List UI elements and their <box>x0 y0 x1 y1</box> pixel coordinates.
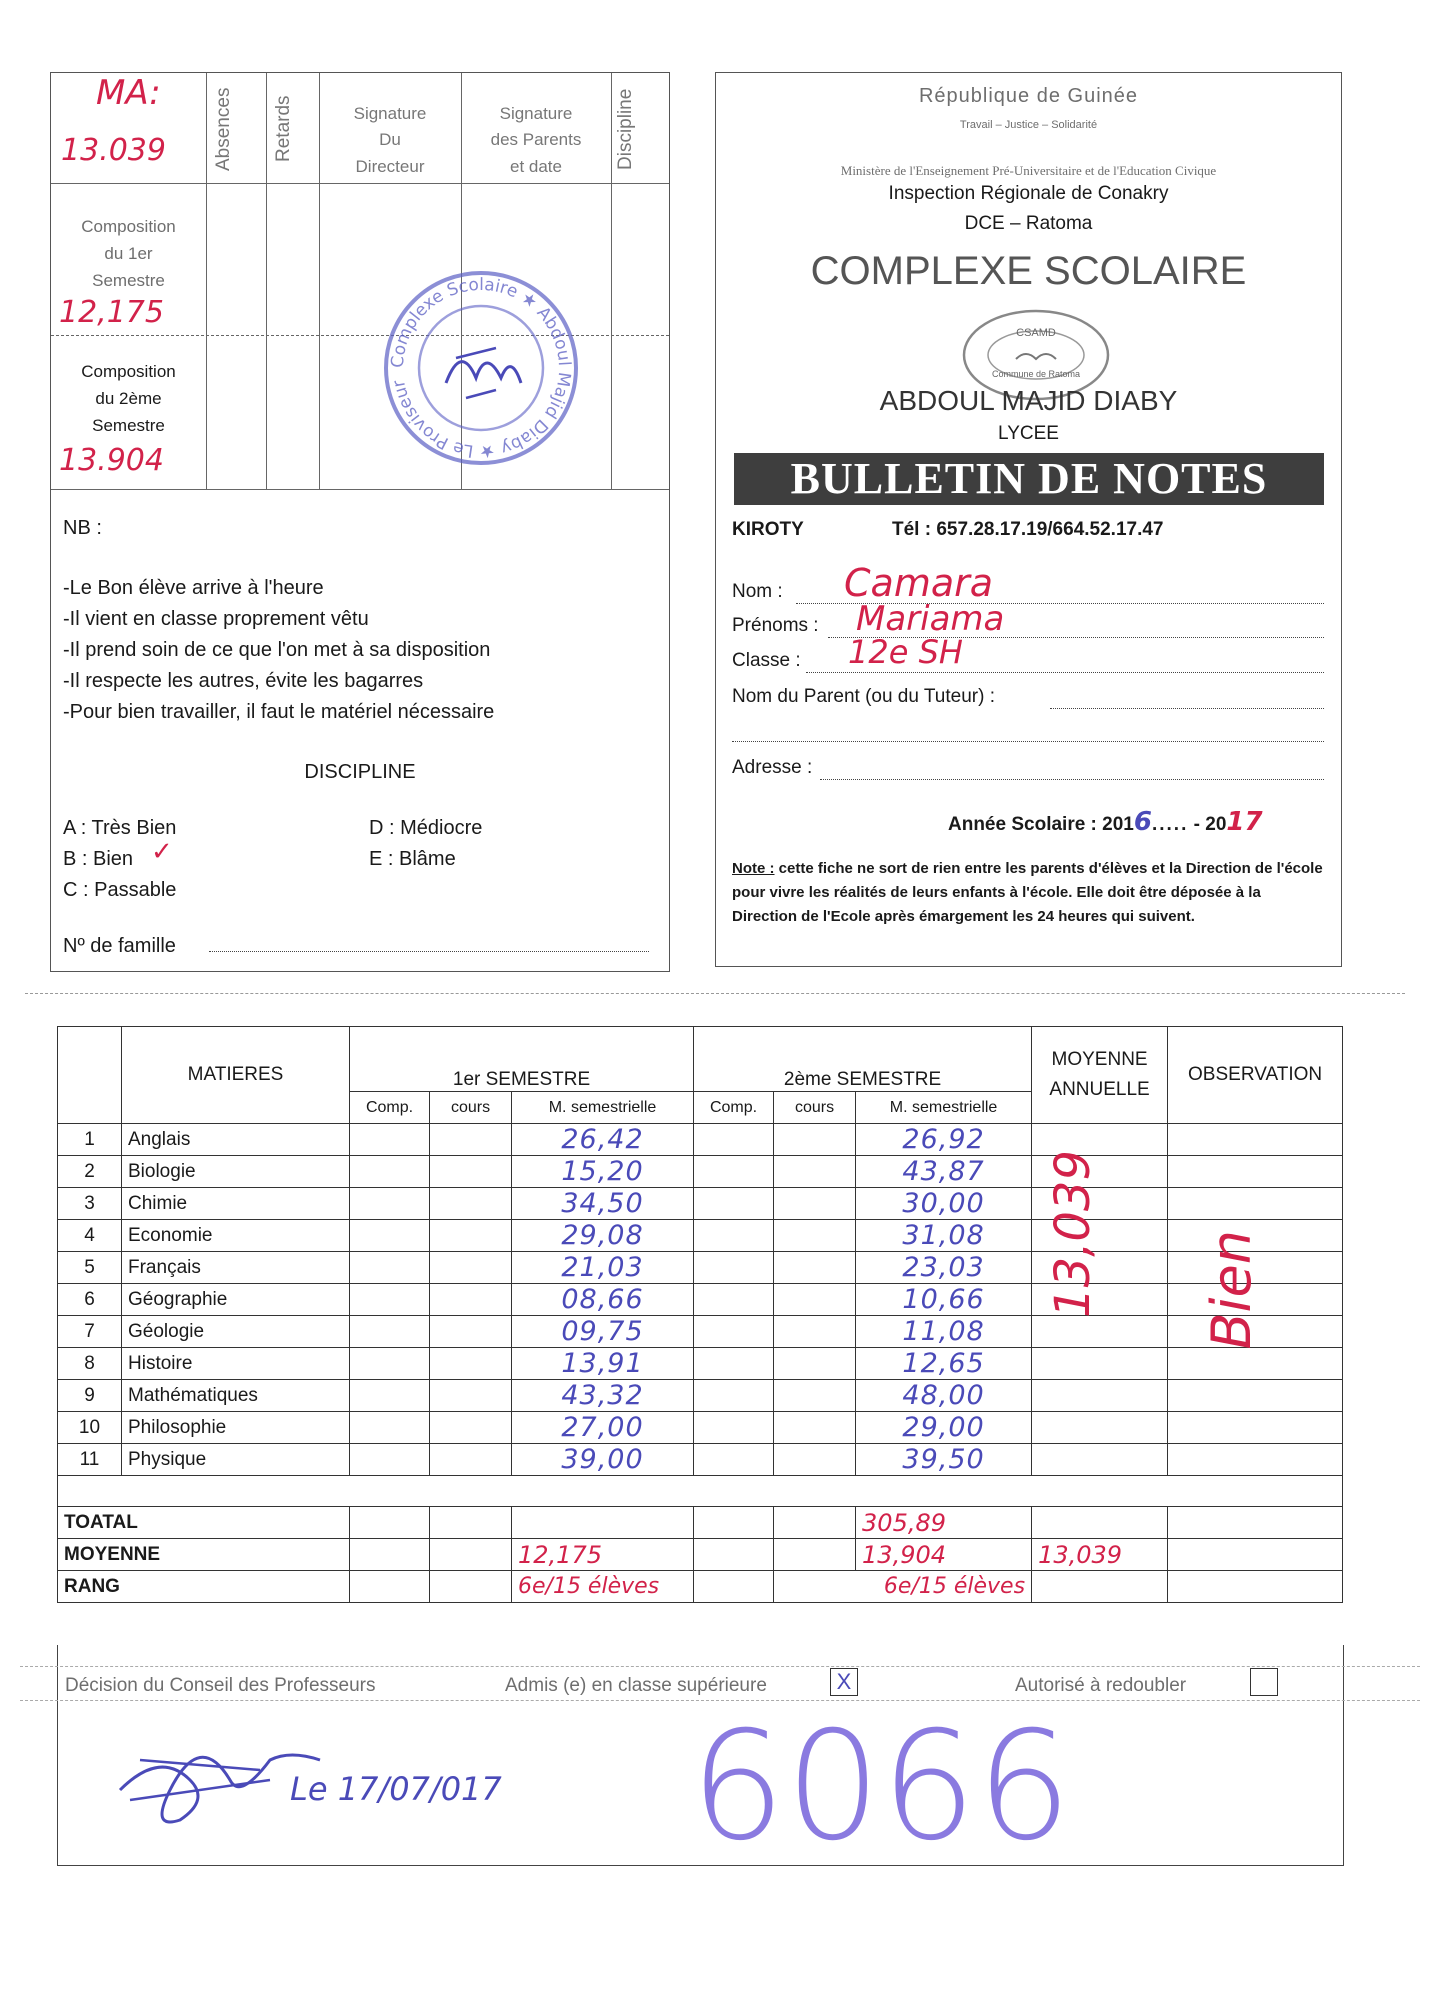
annual-cell <box>1032 1348 1168 1380</box>
header-sem2: 2ème SEMESTRE <box>694 1027 1032 1092</box>
table-row <box>58 1220 1343 1252</box>
comp-cell <box>350 1316 430 1348</box>
nb-rule: -Il respecte les autres, évite les bagarres <box>63 670 424 692</box>
ma-value: 13.039 <box>61 133 166 168</box>
cours-cell <box>430 1316 512 1348</box>
sem1-mark: 43,32 <box>512 1380 694 1412</box>
row-number: 11 <box>58 1444 122 1476</box>
label-line: du 2ème <box>95 389 162 409</box>
comp-cell <box>350 1348 430 1380</box>
rang-s1: 6e/15 élèves <box>512 1571 694 1603</box>
cell <box>1168 1507 1343 1539</box>
label-line: Semestre <box>92 416 165 436</box>
famille-label: Nº de famille <box>63 935 176 957</box>
sem1-mark: 39,00 <box>512 1444 694 1476</box>
header-line: Directeur <box>355 156 425 176</box>
republique: République de Guinée <box>918 85 1139 107</box>
cours-cell <box>774 1412 856 1444</box>
subject-name: Physique <box>122 1444 350 1476</box>
parent-label: Nom du Parent (ou du Tuteur) : <box>732 686 995 707</box>
row-number: 4 <box>58 1220 122 1252</box>
cell <box>1168 1571 1343 1603</box>
observation-cell <box>1168 1348 1343 1380</box>
header-line: Du <box>379 130 401 150</box>
row-number: 6 <box>58 1284 122 1316</box>
row-number: 2 <box>58 1156 122 1188</box>
comp-cell <box>694 1316 774 1348</box>
cell <box>512 1507 694 1539</box>
subject-name: Economie <box>122 1220 350 1252</box>
sem2-mark: 23,03 <box>856 1252 1032 1284</box>
label-line: Composition <box>81 217 176 236</box>
comp-cell <box>350 1156 430 1188</box>
cours-cell <box>774 1220 856 1252</box>
redoubler-label: Autorisé à redoubler <box>1015 1675 1187 1696</box>
discipline-title: DISCIPLINE <box>304 761 416 783</box>
cours-cell <box>774 1252 856 1284</box>
right-card <box>715 72 1342 967</box>
redoubler-checkbox[interactable] <box>1250 1668 1278 1696</box>
table-row <box>58 1156 1343 1188</box>
observation-cell <box>1168 1380 1343 1412</box>
adresse-dots <box>820 779 1324 780</box>
total-label: TOATAL <box>58 1507 350 1539</box>
table-row <box>58 1284 1343 1316</box>
sem2-mark: 26,92 <box>856 1124 1032 1156</box>
header-msem: M. semestrielle <box>512 1092 694 1124</box>
discipline-grade: C : Passable <box>63 879 177 901</box>
comp-cell <box>350 1284 430 1316</box>
bulletin-title: BULLETIN DE NOTES <box>790 454 1268 503</box>
subject-name: Français <box>122 1252 350 1284</box>
composition-1-value: 12,175 <box>59 295 164 330</box>
comp-cell <box>350 1188 430 1220</box>
table-row <box>58 1444 1343 1476</box>
cours-cell <box>774 1348 856 1380</box>
parent-dots <box>1050 708 1324 709</box>
nb-rule: -Il prend soin de ce que l'on met à sa disposition <box>63 639 491 661</box>
table-row <box>58 1380 1343 1412</box>
header-cours: cours <box>430 1092 512 1124</box>
cell <box>350 1507 430 1539</box>
sem1-mark: 34,50 <box>512 1188 694 1220</box>
sem2-mark: 11,08 <box>856 1316 1032 1348</box>
composition-1-label <box>51 213 206 295</box>
table-row <box>58 1188 1343 1220</box>
row-number: 5 <box>58 1252 122 1284</box>
classe-value: 12e SH <box>848 633 963 671</box>
moyenne-row <box>58 1539 1343 1571</box>
sem2-mark: 39,50 <box>856 1444 1032 1476</box>
signature-date: Le 17/07/017 <box>290 1770 502 1808</box>
annual-cell <box>1032 1316 1168 1348</box>
moyenne-annuelle: 13,039 <box>1032 1539 1168 1571</box>
grid-line <box>51 489 669 490</box>
ma-label: MA: <box>96 73 161 113</box>
observation-cell <box>1168 1444 1343 1476</box>
subject-rows <box>58 1124 1343 1476</box>
grid-line <box>611 73 612 489</box>
comp-cell <box>694 1380 774 1412</box>
table-row <box>58 1316 1343 1348</box>
logo-sub: Commune de Ratoma <box>991 369 1081 379</box>
annee-scolaire: Année Scolaire : 2016..... - 2017 <box>948 807 1263 837</box>
header-moyenne-annuelle: MOYENNE ANNUELLE <box>1032 1027 1168 1124</box>
row-number: 7 <box>58 1316 122 1348</box>
school-name: ABDOUL MAJID DIABY <box>879 385 1178 416</box>
total-row <box>58 1507 1343 1539</box>
table-row <box>58 1348 1343 1380</box>
adresse-label: Adresse : <box>732 757 813 778</box>
discipline-grade: A : Très Bien <box>63 817 177 839</box>
classe-label: Classe : <box>732 650 801 671</box>
cell <box>350 1539 430 1571</box>
header-comp: Comp. <box>350 1092 430 1124</box>
observation-vertical: Bien <box>1200 1230 1263 1350</box>
cell <box>694 1539 774 1571</box>
cell <box>1168 1539 1343 1571</box>
comp-cell <box>350 1380 430 1412</box>
cours-cell <box>774 1284 856 1316</box>
annee-label: Année Scolaire : 201 <box>948 814 1134 835</box>
observation-cell <box>1168 1156 1343 1188</box>
grid-line <box>206 73 207 489</box>
cell <box>430 1539 512 1571</box>
header-line: Signature <box>353 104 427 123</box>
stamp-text: Complexe Scolaire ★ Abdoul Majid Diaby ★ Le Proviseur <box>387 274 575 462</box>
header-absences: Absences <box>213 87 234 171</box>
cours-cell <box>430 1220 512 1252</box>
sem1-mark: 08,66 <box>512 1284 694 1316</box>
sem1-mark: 15,20 <box>512 1156 694 1188</box>
table-row <box>58 1124 1343 1156</box>
cell <box>350 1571 430 1603</box>
discipline-grade: D : Médiocre <box>369 817 483 839</box>
sem2-mark: 31,08 <box>856 1220 1032 1252</box>
comp-cell <box>694 1156 774 1188</box>
header-discipline: Discipline <box>615 88 636 170</box>
lycee: LYCEE <box>998 423 1059 444</box>
comp-cell <box>350 1412 430 1444</box>
row-number: 9 <box>58 1380 122 1412</box>
header-signature-parents <box>463 101 609 180</box>
header-msem: M. semestrielle <box>856 1092 1032 1124</box>
comp-cell <box>694 1348 774 1380</box>
total-s2: 305,89 <box>856 1507 1032 1539</box>
moyenne-label: MOYENNE <box>58 1539 350 1571</box>
composition-2-label <box>51 358 206 440</box>
cours-cell <box>774 1188 856 1220</box>
comp-cell <box>350 1220 430 1252</box>
left-card <box>50 72 670 972</box>
cell <box>1032 1571 1168 1603</box>
composition-2-value: 13.904 <box>59 443 164 478</box>
parent-dots-2 <box>732 741 1324 742</box>
comp-cell <box>350 1252 430 1284</box>
comp-cell <box>694 1412 774 1444</box>
header-observation: OBSERVATION <box>1168 1027 1343 1124</box>
ministere: Ministère de l'Enseignement Pré-Universitaire et de l'Education Civique <box>840 163 1217 178</box>
spacer-cell <box>58 1476 1343 1507</box>
cours-cell <box>774 1156 856 1188</box>
sem1-mark: 09,75 <box>512 1316 694 1348</box>
note-label: Note : <box>732 860 775 877</box>
table-row <box>58 1252 1343 1284</box>
annual-cell <box>1032 1380 1168 1412</box>
logo-text: CSAMD <box>1016 327 1056 339</box>
prenoms-label: Prénoms : <box>732 615 819 636</box>
observation-cell <box>1168 1188 1343 1220</box>
sem2-mark: 48,00 <box>856 1380 1032 1412</box>
nb-rules <box>63 573 494 728</box>
comp-cell <box>694 1284 774 1316</box>
annual-average-vertical: 13,039 <box>1045 1150 1101 1318</box>
sem2-mark: 10,66 <box>856 1284 1032 1316</box>
row-number: 10 <box>58 1412 122 1444</box>
table-row <box>58 1412 1343 1444</box>
comp-cell <box>694 1444 774 1476</box>
label-line: du 1er <box>104 244 153 264</box>
cours-cell <box>430 1412 512 1444</box>
header-sem1: 1er SEMESTRE <box>350 1027 694 1092</box>
header-line: des Parents <box>490 130 582 150</box>
grid-line <box>319 73 320 489</box>
admis-checkbox[interactable]: X <box>830 1668 858 1696</box>
spacer-row <box>58 1476 1343 1507</box>
devise: Travail – Justice – Solidarité <box>959 119 1098 131</box>
subject-name: Mathématiques <box>122 1380 350 1412</box>
cours-cell <box>774 1380 856 1412</box>
grid-line <box>266 73 267 489</box>
comp-cell <box>694 1188 774 1220</box>
famille-dots <box>209 951 649 952</box>
subject-name: Anglais <box>122 1124 350 1156</box>
kiroty: KIROTY <box>732 519 804 540</box>
header-line: et date <box>510 156 562 176</box>
dce: DCE – Ratoma <box>964 213 1093 234</box>
cell <box>1032 1507 1168 1539</box>
cours-cell <box>430 1156 512 1188</box>
label-line: Composition <box>81 362 176 381</box>
nom-label: Nom : <box>732 581 783 602</box>
sem1-mark: 29,08 <box>512 1220 694 1252</box>
cell <box>694 1571 774 1603</box>
cours-cell <box>774 1444 856 1476</box>
rang-s2: 6e/15 élèves <box>774 1571 1032 1603</box>
annee-sep: - 20 <box>1193 814 1227 835</box>
decision-label: Décision du Conseil des Professeurs <box>65 1675 376 1696</box>
row-number: 3 <box>58 1188 122 1220</box>
moyenne-s2: 13,904 <box>856 1539 1032 1571</box>
nb-rule: -Pour bien travailler, il faut le matériel nécessaire <box>63 701 495 723</box>
sem2-mark: 30,00 <box>856 1188 1032 1220</box>
sem1-mark: 13,91 <box>512 1348 694 1380</box>
sem1-mark: 26,42 <box>512 1124 694 1156</box>
sem2-mark: 43,87 <box>856 1156 1032 1188</box>
note-text: cette fiche ne sort de rien entre les parents d'élèves et la Direction de l'école pour vivre les réalités de leurs enfants à l'école. Elle doit être déposée à la Direction de l'Ecole après émargement les 24 heures qui suivent. <box>732 860 1323 925</box>
subject-name: Géologie <box>122 1316 350 1348</box>
nb-rule: -Il vient en classe proprement vêtu <box>63 608 369 630</box>
header-comp: Comp. <box>694 1092 774 1124</box>
note-block <box>732 857 1324 929</box>
annual-cell <box>1032 1412 1168 1444</box>
sem2-mark: 12,65 <box>856 1348 1032 1380</box>
subject-name: Chimie <box>122 1188 350 1220</box>
cours-cell <box>430 1444 512 1476</box>
rang-label: RANG <box>58 1571 350 1603</box>
cours-cell <box>430 1284 512 1316</box>
cours-cell <box>430 1252 512 1284</box>
cours-cell <box>774 1316 856 1348</box>
header-retards: Retards <box>273 95 294 163</box>
header-matieres: MATIERES <box>122 1027 350 1124</box>
header-line: Signature <box>499 104 573 123</box>
comp-cell <box>694 1220 774 1252</box>
cell <box>774 1507 856 1539</box>
cell <box>430 1571 512 1603</box>
grades-table <box>57 1026 1343 1603</box>
subject-name: Histoire <box>122 1348 350 1380</box>
discipline-grades-right <box>369 813 482 875</box>
cours-cell <box>430 1348 512 1380</box>
comp-cell <box>694 1124 774 1156</box>
classe-dots <box>806 672 1324 673</box>
moyenne-s1: 12,175 <box>512 1539 694 1571</box>
discipline-grade: E : Blâme <box>369 848 456 870</box>
cours-cell <box>430 1188 512 1220</box>
header-num-cell <box>58 1027 122 1124</box>
comp-cell <box>350 1444 430 1476</box>
subject-name: Philosophie <box>122 1412 350 1444</box>
bulletin-banner <box>734 453 1324 505</box>
cours-cell <box>430 1124 512 1156</box>
nom-value: Camara <box>844 561 994 605</box>
subject-name: Biologie <box>122 1156 350 1188</box>
comp-cell <box>350 1124 430 1156</box>
nb-rule: -Le Bon élève arrive à l'heure <box>63 577 324 599</box>
sem2-mark: 29,00 <box>856 1412 1032 1444</box>
cut-line <box>25 993 1405 994</box>
grid-line <box>51 183 669 184</box>
cours-cell <box>430 1380 512 1412</box>
row-number: 1 <box>58 1124 122 1156</box>
annee-start-digit: 6 <box>1133 807 1152 837</box>
decision-sep-top <box>20 1666 1420 1667</box>
nb-title: NB : <box>63 517 102 539</box>
cell <box>774 1539 856 1571</box>
header-cours: cours <box>774 1092 856 1124</box>
inspection: Inspection Régionale de Conakry <box>888 183 1169 204</box>
label-line: Semestre <box>92 271 165 291</box>
telephone: Tél : 657.28.17.19/664.52.17.47 <box>892 519 1164 540</box>
sem1-mark: 27,00 <box>512 1412 694 1444</box>
header-signature-directeur <box>321 101 459 180</box>
discipline-grade: B : Bien <box>63 848 134 870</box>
big-number: 6066 <box>690 1700 1072 1874</box>
school-stamp <box>376 263 586 473</box>
row-number: 8 <box>58 1348 122 1380</box>
comp-cell <box>694 1252 774 1284</box>
prenoms-value: Mariama <box>856 599 1005 639</box>
rang-row <box>58 1571 1343 1603</box>
observation-cell <box>1168 1124 1343 1156</box>
observation-cell <box>1168 1412 1343 1444</box>
cell <box>430 1507 512 1539</box>
cours-cell <box>774 1124 856 1156</box>
subject-name: Géographie <box>122 1284 350 1316</box>
complexe-title: COMPLEXE SCOLAIRE <box>810 249 1247 293</box>
sem1-mark: 21,03 <box>512 1252 694 1284</box>
discipline-check-mark: ✓ <box>151 837 173 867</box>
annee-end-digit: 17 <box>1226 807 1263 837</box>
annual-cell <box>1032 1444 1168 1476</box>
cell <box>694 1507 774 1539</box>
admis-label: Admis (e) en classe supérieure <box>505 1675 767 1696</box>
